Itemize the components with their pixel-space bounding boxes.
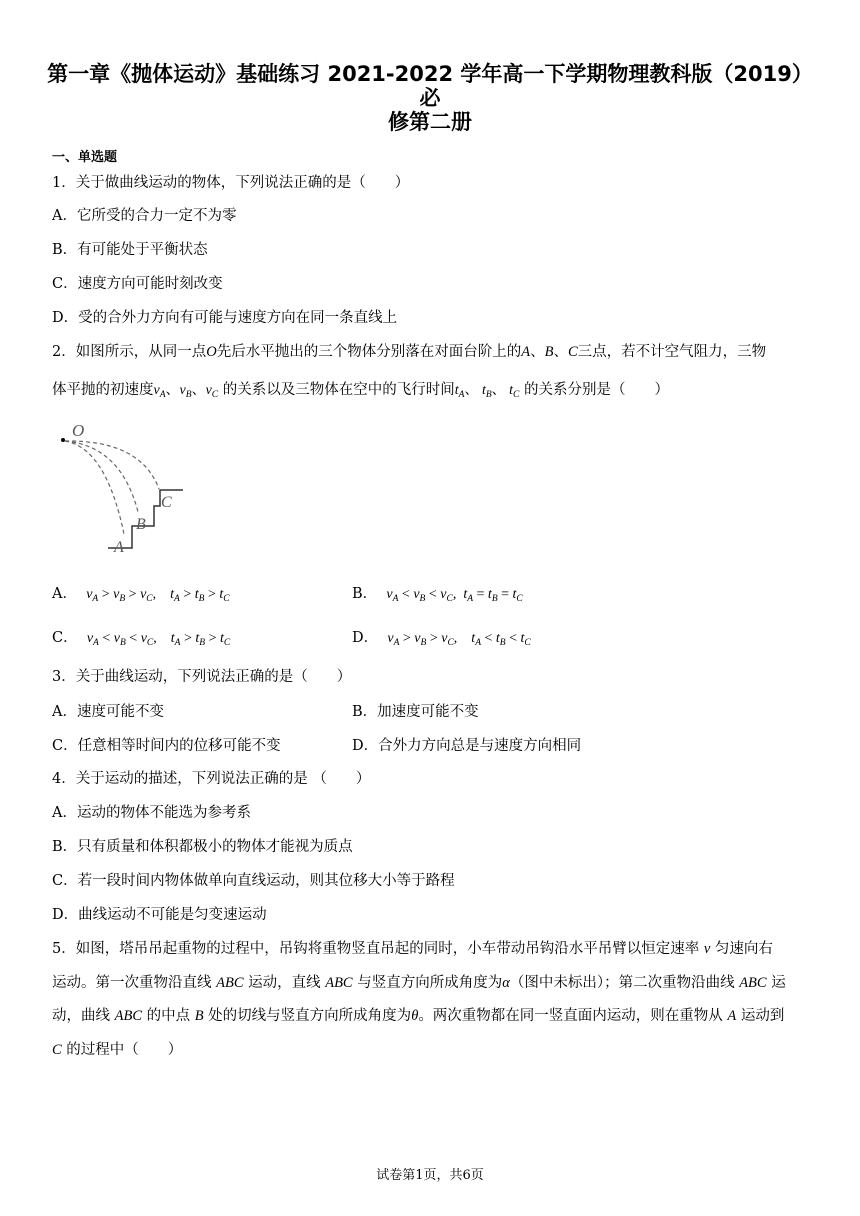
q5-line3: 动，曲线 ABC 的中点 B 处的切线与竖直方向所成角度为θ。两次重物都在同一竖直面内运动，则在重物从 A 运动到 bbox=[52, 1008, 785, 1024]
page-footer: 试卷第1页，共6页 bbox=[376, 1168, 484, 1183]
point-o-dot bbox=[61, 438, 65, 442]
projectile-stairs-figure bbox=[56, 418, 196, 558]
figure-label-c: C bbox=[161, 494, 172, 511]
q1-option-b: B．有可能处于平衡状态 bbox=[52, 242, 208, 258]
q4-option-c: C．若一段时间内物体做单向直线运动，则其位移大小等于路程 bbox=[52, 873, 455, 889]
trajectory-b bbox=[65, 441, 138, 512]
point-o-label: O bbox=[206, 344, 217, 360]
section-heading: 一、单选题 bbox=[52, 150, 118, 165]
q2-option-b: B． $v_A < v_B < v_C$, $t_A = t_B = t_C$ bbox=[352, 586, 523, 604]
q3-option-b: B．加速度可能不变 bbox=[352, 704, 479, 720]
q4-option-d: D．曲线运动不可能是匀变速运动 bbox=[52, 907, 267, 923]
q3-option-a: A．速度可能不变 bbox=[52, 704, 164, 720]
q2-option-c: C． $v_A < v_B < v_C$, $t_A > t_B > t_C$ bbox=[52, 630, 231, 648]
q2-option-a: A． $v_A > v_B > v_C$, $t_A > t_B > t_C$ bbox=[52, 586, 230, 604]
q3-stem: 3．关于曲线运动，下列说法正确的是（ ） bbox=[52, 669, 352, 685]
q4-option-a: A．运动的物体不能选为参考系 bbox=[52, 805, 251, 821]
q1-stem: 1．关于做曲线运动的物体，下列说法正确的是（ ） bbox=[52, 175, 410, 191]
time-vars: $t_A$、 $t_B$、 $t_C$ bbox=[454, 383, 520, 400]
q1-option-a: A．它所受的合力一定不为零 bbox=[52, 208, 237, 224]
q2-option-d: D． $v_A > v_B > v_C$, $t_A < t_B < t_C$ bbox=[352, 630, 531, 648]
q5-line1: 5．如图，塔吊吊起重物的过程中，吊钩将重物竖直吊起的同时，小车带动吊钩沿水平吊臂以恒定速率 v 匀速向右 bbox=[52, 941, 773, 957]
q4-stem: 4．关于运动的描述，下列说法正确的是 （ ） bbox=[52, 771, 371, 787]
q3-option-d: D．合外力方向总是与速度方向相同 bbox=[352, 738, 582, 754]
figure-label-b: B bbox=[136, 516, 146, 533]
document-title-line2: 修第二册 bbox=[388, 110, 472, 134]
q1-option-d: D．受的合外力方向有可能与速度方向在同一条直线上 bbox=[52, 310, 398, 326]
figure-label-o: O bbox=[72, 421, 85, 440]
q4-option-b: B．只有质量和体积都极小的物体才能视为质点 bbox=[52, 839, 353, 855]
q2-stem-line1: 2．如图所示，从同一点O先后水平抛出的三个物体分别落在对面台阶上的A、B、C三点，若不计空气阻力，三物 bbox=[52, 344, 767, 360]
q3-option-c: C．任意相等时间内的位移可能不变 bbox=[52, 738, 281, 754]
figure-label-a: A bbox=[114, 539, 124, 556]
q1-option-c: C．速度方向可能时刻改变 bbox=[52, 276, 223, 292]
q5-line2: 运动。第一次重物沿直线 ABC 运动，直线 ABC 与竖直方向所成角度为α（图中未标出）；第二次重物沿曲线 ABC 运 bbox=[52, 975, 786, 991]
velocity-vars: $v_A$、$v_B$、$v_C$ bbox=[153, 383, 219, 400]
trajectory-a bbox=[65, 441, 124, 534]
document-title-line1: 第一章《抛体运动》基础练习 2021-2022 学年高一下学期物理教科版（2019）必 bbox=[47, 62, 813, 110]
trajectory-c bbox=[65, 441, 159, 489]
q5-line4: C 的过程中（ ） bbox=[52, 1042, 183, 1058]
q2-stem-line2: 体平抛的初速度$v_A$、$v_B$、$v_C$ 的关系以及三物体在空中的飞行时间$t_A$、 $t_B$、 $t_C$ 的关系分别是（ ） bbox=[52, 382, 669, 400]
